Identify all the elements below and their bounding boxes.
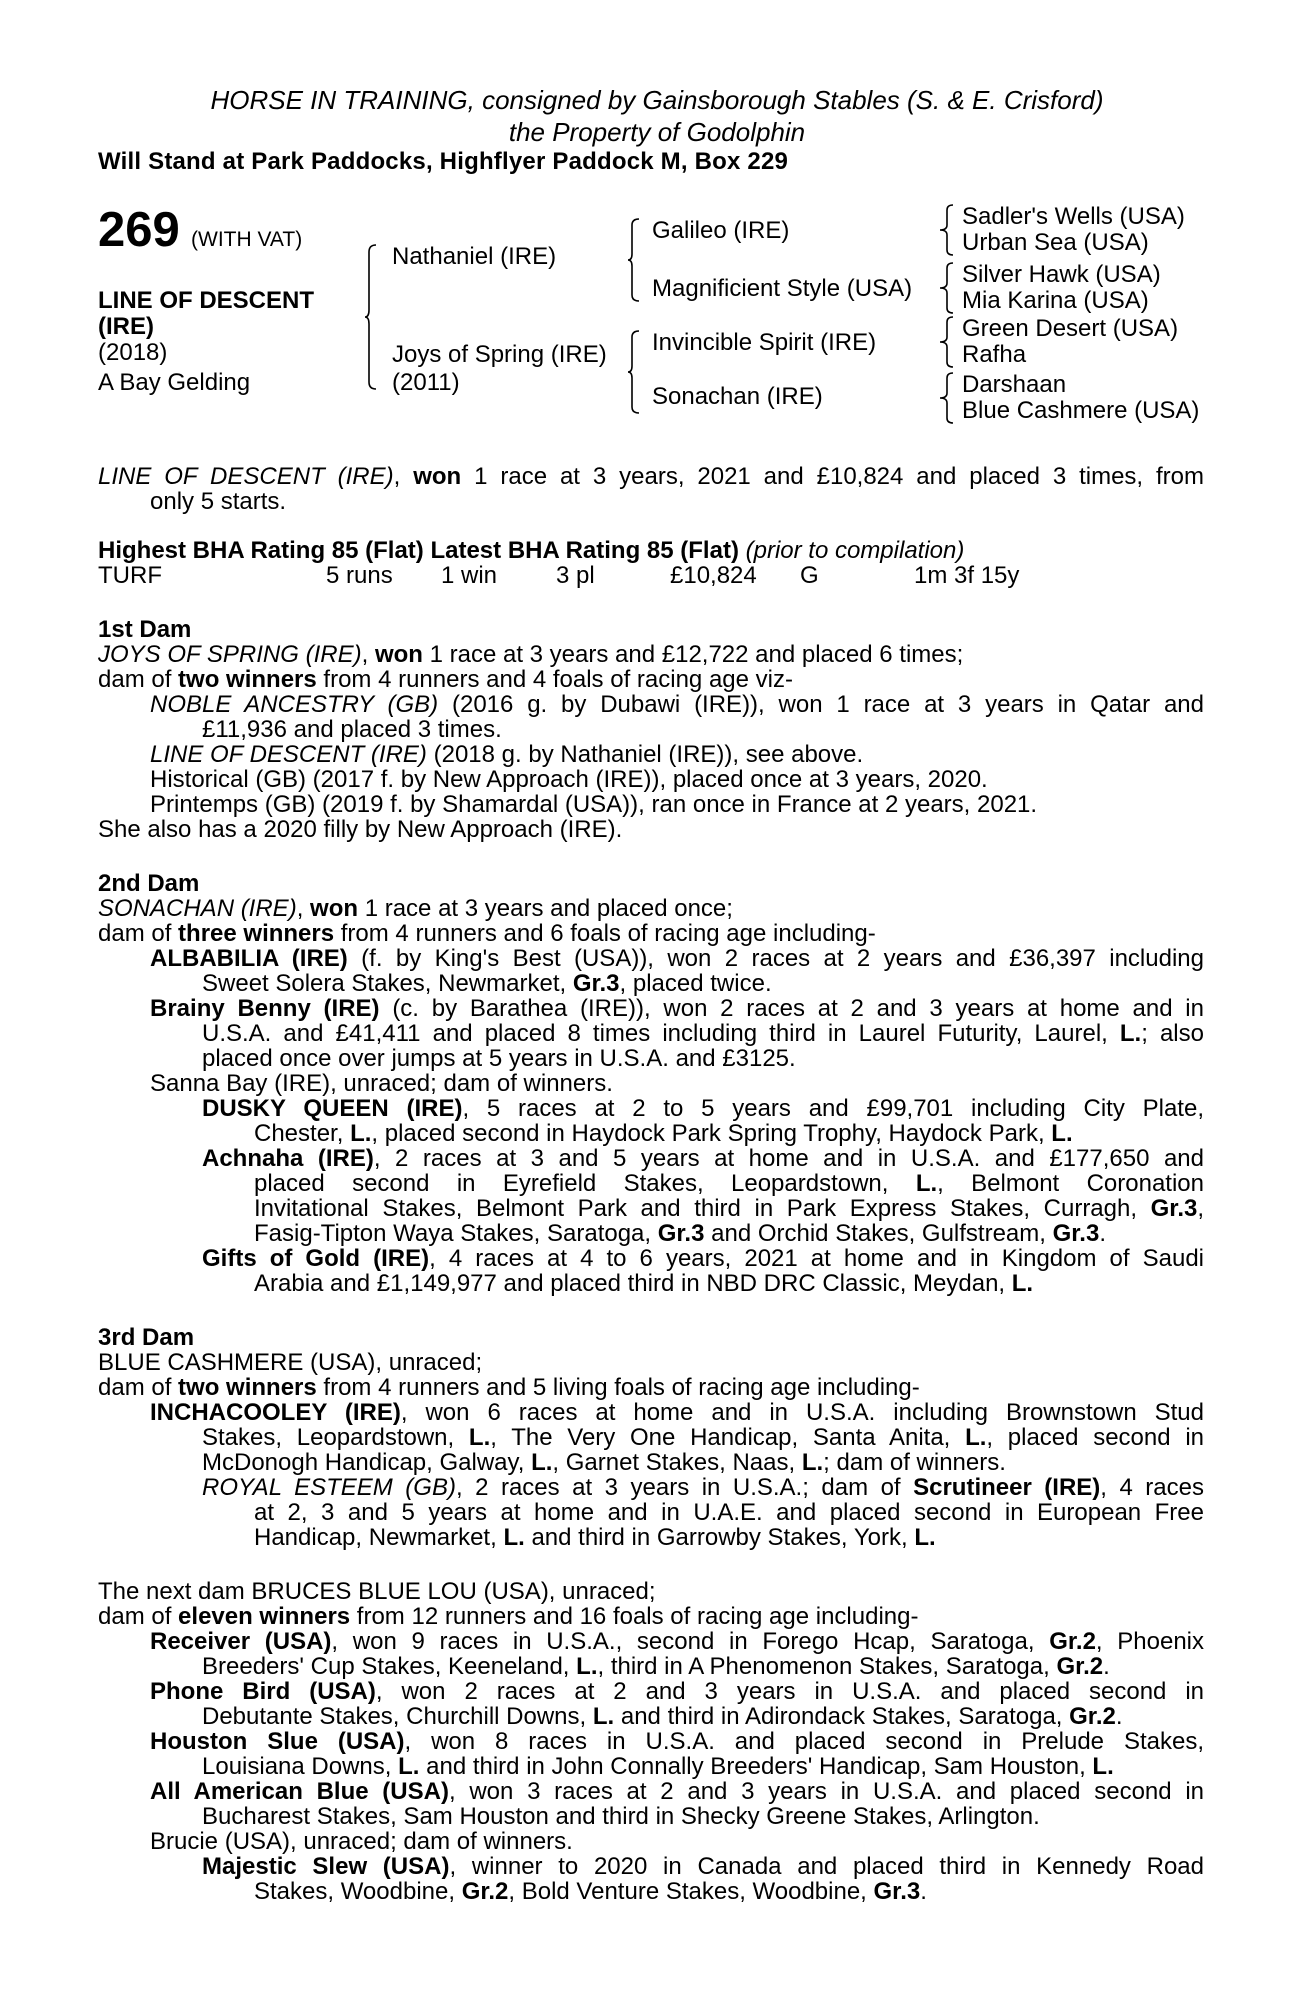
first-dam-text-2a: dam of xyxy=(98,666,172,693)
pedigree-dam-dam: Sonachan (IRE) xyxy=(652,383,823,410)
record-earnings: £10,824 xyxy=(670,562,757,589)
listed-badge: L. xyxy=(531,1449,553,1476)
catalogue-header-line1: HORSE IN TRAINING, consigned by Gainsborough Stables (S. & E. Crisford) xyxy=(210,85,1104,115)
second-dam-text-12c: , Belmont Coronation xyxy=(937,1170,1204,1197)
summary-line-1: LINE OF DESCENT (IRE), won 1 race at 3 years, 2021 and £10,824 and placed 3 times, from xyxy=(98,463,1205,490)
grade-badge: Gr.2 xyxy=(1056,1653,1104,1680)
second-dam-text-6a: U.S.A. and £41,411 and placed 8 times including third in Laurel Futurity, Laurel, xyxy=(202,1020,1108,1047)
second-dam-text-16a: Arabia and £1,149,977 and placed third in NBD DRC Classic, Meydan, xyxy=(254,1270,1006,1297)
listed-badge: L. xyxy=(1011,1270,1034,1297)
horse-name: LINE OF DESCENT xyxy=(98,287,315,314)
second-dam-line-7: placed once over jumps at 5 years in U.S.A. and £3125. xyxy=(202,1045,796,1072)
second-dam-text-12a: placed second in Eyrefield Stakes, Leopardstown, xyxy=(254,1170,889,1197)
second-dam-won: won xyxy=(310,895,359,922)
third-dam-text-2a: dam of xyxy=(98,1374,172,1401)
produce-inchacooley: INCHACOOLEY (IRE) xyxy=(150,1399,401,1426)
second-dam-text-14e: . xyxy=(1099,1220,1106,1247)
pedigree-brace-gen3-2 xyxy=(940,262,954,314)
second-dam-line-2 xyxy=(98,921,876,946)
second-dam-heading: 2nd Dam xyxy=(98,870,200,897)
second-dam-text-2a: dam of xyxy=(98,920,172,947)
next-dam-line-2 xyxy=(98,1604,918,1629)
listed-badge: L. xyxy=(592,1703,615,1730)
second-dam-text-9: , 5 races at 2 to 5 years and £99,701 including City Plate, xyxy=(462,1095,1204,1122)
first-dam-text-5: (2018 g. by Nathaniel (IRE)), see above. xyxy=(433,741,864,768)
second-dam-text-15: , 4 races at 4 to 6 years, 2021 at home and in Kingdom of Saudi xyxy=(429,1245,1204,1272)
listed-badge: L. xyxy=(576,1653,598,1680)
second-dam-line-12 xyxy=(254,1171,1204,1196)
second-dam-text-11: , 2 races at 3 and 5 years at home and in U.S.A. and £177,650 and xyxy=(373,1145,1204,1172)
grade-badge: Gr.3 xyxy=(1150,1195,1198,1222)
first-dam-line-4: £11,936 and placed 3 times. xyxy=(202,716,502,743)
produce-brainy-benny: Brainy Benny (IRE) xyxy=(150,995,380,1022)
record-going: G xyxy=(800,562,819,589)
produce-dusky-queen: DUSKY QUEEN (IRE) xyxy=(202,1095,463,1122)
second-dam-text-14c: and Orchid Stakes, Gulfstream, xyxy=(711,1220,1046,1247)
next-dam-text-12: , winner to 2020 in Canada and placed third in Kennedy Road xyxy=(449,1853,1204,1880)
second-dam-winners: three winners xyxy=(178,920,335,947)
third-dam-winners: two winners xyxy=(178,1374,317,1401)
produce-receiver: Receiver (USA) xyxy=(150,1628,332,1655)
pedigree-ssd: Urban Sea (USA) xyxy=(962,229,1149,256)
third-dam-text-6a: , 2 races at 3 years in U.S.A.; dam of xyxy=(455,1474,901,1501)
next-dam-line-7 xyxy=(150,1729,1204,1754)
pedigree-brace-sire xyxy=(628,218,640,302)
next-dam-text-4c: , third in A Phenomenon Stakes, Saratoga, xyxy=(597,1653,1050,1680)
listed-badge: L. xyxy=(468,1424,491,1451)
second-dam-text-10a: Chester, xyxy=(254,1120,344,1147)
record-surface: TURF xyxy=(98,562,162,589)
next-dam-text-5: , won 2 races at 2 and 3 years in U.S.A. and placed second in xyxy=(375,1678,1205,1705)
record-distance: 1m 3f 15y xyxy=(914,562,1020,589)
grade-badge: Gr.3 xyxy=(572,970,620,997)
catalogue-header-line2: the Property of Godolphin xyxy=(508,117,806,147)
next-dam-text-2c: from 12 runners and 16 foals of racing age including- xyxy=(356,1603,919,1630)
second-dam-line-13 xyxy=(254,1196,1204,1221)
third-dam-text-4c: , The Very One Handicap, Santa Anita, xyxy=(490,1424,951,1451)
third-dam-heading: 3rd Dam xyxy=(98,1324,195,1351)
listed-badge: L. xyxy=(1119,1020,1142,1047)
second-dam-text-13a: Invitational Stakes, Belmont Park and third in Park Express Stakes, Curragh, xyxy=(254,1195,1138,1222)
third-dam-text-2c: from 4 runners and 5 living foals of racing age including- xyxy=(323,1374,920,1401)
grade-badge: Gr.3 xyxy=(873,1878,921,1905)
first-dam-winners: two winners xyxy=(178,666,317,693)
pedigree-brace-gen3-4 xyxy=(940,372,954,424)
second-dam-text-4c: , placed twice. xyxy=(619,970,772,997)
second-dam-line-16 xyxy=(254,1271,1033,1296)
third-dam-text-4e: , placed second in xyxy=(986,1424,1204,1451)
second-dam-line-5 xyxy=(150,996,1204,1021)
listed-badge: L. xyxy=(350,1120,372,1147)
second-dam-text-5: (c. by Barathea (IRE)), won 2 races at 2 and 3 years at home and in xyxy=(392,995,1204,1022)
first-dam-won: won xyxy=(374,641,423,668)
next-dam-line-8 xyxy=(202,1754,1114,1779)
second-dam-text-10c: , placed second in Haydock Park Spring Trophy, Haydock Park, xyxy=(371,1120,1045,1147)
second-dam-line-10 xyxy=(254,1121,1073,1146)
horse-description: A Bay Gelding xyxy=(98,369,251,396)
next-dam-text-2a: dam of xyxy=(98,1603,172,1630)
pedigree-sss: Sadler's Wells (USA) xyxy=(962,203,1185,230)
second-dam-line-4 xyxy=(202,971,772,996)
record-placed: 3 pl xyxy=(556,562,595,589)
second-dam-name: SONACHAN (IRE) xyxy=(98,895,297,922)
second-dam-line-8: Sanna Bay (IRE), unraced; dam of winners. xyxy=(150,1070,613,1097)
pedigree-dam-sire: Invincible Spirit (IRE) xyxy=(652,329,877,356)
third-dam-text-4a: Stakes, Leopardstown, xyxy=(202,1424,455,1451)
next-dam-text-13a: Stakes, Woodbine, xyxy=(254,1878,456,1905)
next-dam-line-5 xyxy=(150,1679,1204,1704)
first-dam-line-2 xyxy=(98,667,793,692)
pedigree-sds: Silver Hawk (USA) xyxy=(962,261,1161,288)
next-dam-line-3 xyxy=(150,1629,1204,1654)
summary-won: won xyxy=(413,463,462,490)
third-dam-line-2 xyxy=(98,1375,920,1400)
third-dam-line-4 xyxy=(202,1425,1204,1450)
next-dam-line-13 xyxy=(254,1879,927,1904)
first-dam-line-1: JOYS OF SPRING (IRE), won 1 race at 3 years and £12,722 and placed 6 times; xyxy=(98,641,964,668)
next-dam-line-11: Brucie (USA), unraced; dam of winners. xyxy=(150,1828,573,1855)
second-dam-text-2c: from 4 runners and 6 foals of racing age including- xyxy=(340,920,876,947)
first-dam-line-8: She also has a 2020 filly by New Approach (IRE). xyxy=(98,816,623,843)
venue-line: Will Stand at Park Paddocks, Highflyer Paddock M, Box 229 xyxy=(98,148,789,175)
next-dam-text-6c: and third in Adirondack Stakes, Saratoga, xyxy=(620,1703,1063,1730)
first-dam-heading: 1st Dam xyxy=(98,616,192,643)
produce-albabilia: ALBABILIA (IRE) xyxy=(150,945,348,972)
pedigree-dam: Joys of Spring (IRE) xyxy=(392,341,607,368)
summary-horse-name: LINE OF DESCENT (IRE) xyxy=(98,463,394,490)
pedigree-dds: Darshaan xyxy=(962,371,1067,398)
second-dam-text-4a: Sweet Solera Stakes, Newmarket, xyxy=(202,970,567,997)
next-dam-line-12 xyxy=(202,1854,1204,1879)
next-dam-text-13c: , Bold Venture Stakes, Woodbine, xyxy=(508,1878,867,1905)
third-dam-line-1: BLUE CASHMERE (USA), unraced; xyxy=(98,1349,483,1376)
pedigree-sire-dam: Magnificient Style (USA) xyxy=(652,275,913,302)
grade-badge: Gr.2 xyxy=(461,1878,509,1905)
third-dam-text-5a: McDonogh Handicap, Galway, xyxy=(202,1449,525,1476)
next-dam-line-1: The next dam BRUCES BLUE LOU (USA), unraced; xyxy=(98,1578,656,1605)
first-dam-text-2c: from 4 runners and 4 foals of racing age viz- xyxy=(323,666,793,693)
third-dam-line-8 xyxy=(254,1525,936,1550)
next-dam-line-9 xyxy=(150,1779,1204,1804)
second-dam-line-1: SONACHAN (IRE), won 1 race at 3 years and placed once; xyxy=(98,895,733,922)
second-dam-text-3: (f. by King's Best (USA)), won 2 races at 2 years and £36,397 including xyxy=(361,945,1204,972)
rating-label: Highest BHA Rating 85 (Flat) Latest BHA Rating 85 (Flat) xyxy=(98,537,739,564)
third-dam-line-6 xyxy=(202,1475,1204,1500)
listed-badge: L. xyxy=(1092,1753,1114,1780)
listed-badge: L. xyxy=(915,1170,938,1197)
next-dam-line-6 xyxy=(202,1704,1123,1729)
next-dam-line-10: Bucharest Stakes, Sam Houston and third in Shecky Greene Stakes, Arlington. xyxy=(202,1803,1040,1830)
produce-phone-bird: Phone Bird (USA) xyxy=(150,1678,376,1705)
next-dam-text-7: , won 8 races in U.S.A. and placed second in Prelude Stakes, xyxy=(404,1728,1204,1755)
next-dam-winners: eleven winners xyxy=(178,1603,351,1630)
listed-badge: L. xyxy=(1051,1120,1073,1147)
second-dam-line-14 xyxy=(254,1221,1106,1246)
second-dam-line-3 xyxy=(150,946,1204,971)
lot-number: 269 xyxy=(98,203,180,257)
pedigree-sdd: Mia Karina (USA) xyxy=(962,287,1149,314)
pedigree-ddd: Blue Cashmere (USA) xyxy=(962,397,1200,424)
horse-foaling-year: (2018) xyxy=(98,339,168,366)
produce-noble-ancestry: NOBLE ANCESTRY (GB) xyxy=(150,691,439,718)
third-dam-text-5c: , Garnet Stakes, Naas, xyxy=(552,1449,796,1476)
next-dam-text-4a: Breeders' Cup Stakes, Keeneland, xyxy=(202,1653,570,1680)
pedigree-dss: Green Desert (USA) xyxy=(962,315,1179,342)
produce-all-american-blue: All American Blue (USA) xyxy=(150,1778,449,1805)
pedigree-brace-gen3-1 xyxy=(940,204,954,256)
rating-note: (prior to compilation) xyxy=(745,537,965,564)
next-dam-text-9: , won 3 races at 2 and 3 years in U.S.A. and placed second in xyxy=(448,1778,1205,1805)
third-dam-text-5e: ; dam of winners. xyxy=(823,1449,1006,1476)
pedigree-brace-dam xyxy=(628,330,640,414)
third-dam-text-3: , won 6 races at home and in U.S.A. including Brownstown Stud xyxy=(400,1399,1204,1426)
first-dam-line-3 xyxy=(150,692,1204,717)
produce-houston-slue: Houston Slue (USA) xyxy=(150,1728,405,1755)
pedigree-dam-year: (2011) xyxy=(392,369,460,396)
listed-badge: L. xyxy=(965,1424,987,1451)
record-runs: 5 runs xyxy=(326,562,393,589)
first-dam-line-6: Historical (GB) (2017 f. by New Approach (IRE)), placed once at 3 years, 2020. xyxy=(150,766,988,793)
pedigree-sire-sire: Galileo (IRE) xyxy=(652,217,790,244)
second-dam-text-1: 1 race at 3 years and placed once; xyxy=(364,895,733,922)
next-dam-text-6e: . xyxy=(1115,1703,1123,1730)
next-dam-text-13e: . xyxy=(920,1878,927,1905)
rating-line xyxy=(98,538,964,563)
produce-majestic-slew: Majestic Slew (USA) xyxy=(202,1853,450,1880)
first-dam-text-3: (2016 g. by Dubawi (IRE)), won 1 race at 3 years in Qatar and xyxy=(451,691,1204,718)
first-dam-line-7: Printemps (GB) (2019 f. by Shamardal (USA)), ran once in France at 2 years, 2021. xyxy=(150,791,1038,818)
listed-badge: L. xyxy=(398,1753,420,1780)
next-dam-line-4 xyxy=(202,1654,1110,1679)
first-dam-line-5 xyxy=(150,742,863,767)
record-wins: 1 win xyxy=(441,562,498,589)
produce-achnaha: Achnaha (IRE) xyxy=(202,1145,374,1172)
pedigree-dsd: Rafha xyxy=(962,341,1027,368)
grade-badge: Gr.2 xyxy=(1049,1628,1096,1655)
vat-label: (WITH VAT) xyxy=(191,228,303,251)
third-dam-text-8a: Handicap, Newmarket, xyxy=(254,1524,497,1551)
next-dam-text-4e: . xyxy=(1103,1653,1110,1680)
second-dam-line-9 xyxy=(202,1096,1204,1121)
second-dam-line-6 xyxy=(202,1021,1204,1046)
produce-line-of-descent: LINE OF DESCENT (IRE) xyxy=(150,741,427,768)
grade-badge: Gr.2 xyxy=(1069,1703,1116,1730)
second-dam-line-15 xyxy=(202,1246,1204,1271)
next-dam-text-8a: Louisiana Downs, xyxy=(202,1753,392,1780)
listed-badge: L. xyxy=(503,1524,525,1551)
grade-badge: Gr.3 xyxy=(657,1220,705,1247)
second-dam-text-13c: , xyxy=(1197,1195,1205,1222)
pedigree-brace-gen1 xyxy=(365,244,377,390)
next-dam-text-8c: and third in John Connally Breeders' Handicap, Sam Houston, xyxy=(426,1753,1086,1780)
first-dam-text-1: 1 race at 3 years and £12,722 and placed 6 times; xyxy=(429,641,964,668)
produce-royal-esteem: ROYAL ESTEEM (GB) xyxy=(202,1474,456,1501)
third-dam-line-3 xyxy=(150,1400,1204,1425)
horse-name-country: (IRE) xyxy=(98,313,154,340)
first-dam-name: JOYS OF SPRING (IRE) xyxy=(98,641,362,668)
second-dam-line-11 xyxy=(202,1146,1204,1171)
summary-line-2: only 5 starts. xyxy=(150,488,287,515)
pedigree-sire: Nathaniel (IRE) xyxy=(392,243,557,270)
next-dam-text-3c: , Phoenix xyxy=(1095,1628,1204,1655)
grade-badge: Gr.3 xyxy=(1052,1220,1100,1247)
next-dam-text-3: , won 9 races in U.S.A., second in Forego Hcap, Saratoga, xyxy=(331,1628,1035,1655)
second-dam-text-6c: ; also xyxy=(1141,1020,1204,1047)
third-dam-line-5 xyxy=(202,1450,1006,1475)
produce-gifts-of-gold: Gifts of Gold (IRE) xyxy=(202,1245,430,1272)
listed-badge: L. xyxy=(801,1449,824,1476)
third-dam-line-7: at 2, 3 and 5 years at home and in U.A.E. and placed second in European Free xyxy=(254,1499,1204,1526)
second-dam-text-14a: Fasig-Tipton Waya Stakes, Saratoga, xyxy=(254,1220,652,1247)
listed-badge: L. xyxy=(914,1524,936,1551)
produce-scrutineer: Scrutineer (IRE) xyxy=(913,1474,1101,1501)
summary-text-1: 1 race at 3 years, 2021 and £10,824 and placed 3 times, from xyxy=(474,463,1205,490)
next-dam-text-6a: Debutante Stakes, Churchill Downs, xyxy=(202,1703,587,1730)
third-dam-text-8c: and third in Garrowby Stakes, York, xyxy=(531,1524,908,1551)
third-dam-text-6c: , 4 races xyxy=(1100,1474,1204,1501)
pedigree-brace-gen3-3 xyxy=(940,316,954,368)
